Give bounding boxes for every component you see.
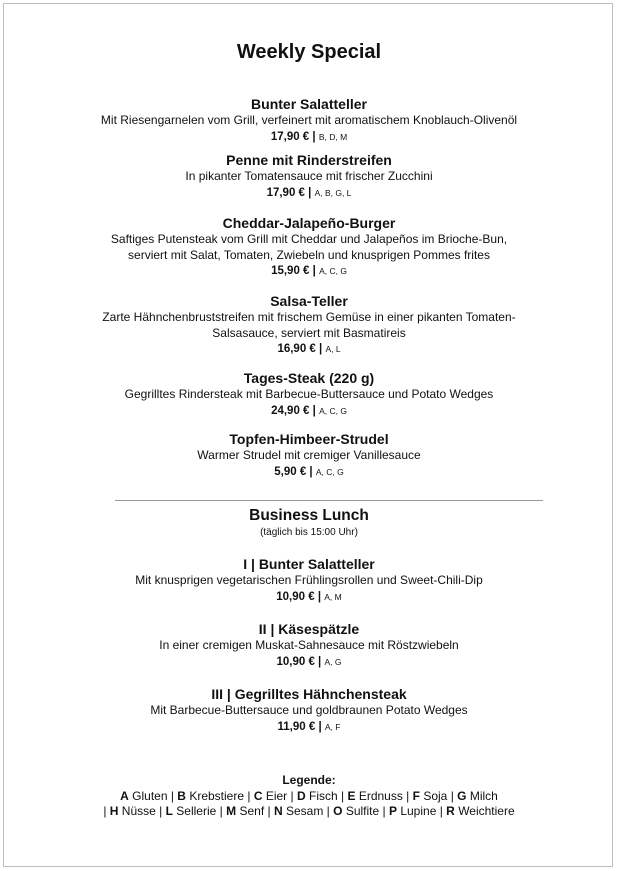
- dish-name: II | Käsespätzle: [258, 621, 360, 637]
- legend-value: Soja: [423, 788, 448, 803]
- lunch-item: [0, 620, 618, 670]
- business-lunch-title: Business Lunch: [249, 507, 369, 524]
- legend-value: Gluten: [132, 788, 168, 803]
- legend-value: Sellerie: [176, 804, 217, 818]
- dish-description: serviert mit Salat, Tomaten, Zwiebeln und knusprigen Pommes frites: [128, 247, 490, 262]
- dish-price: [0, 341, 618, 357]
- dish-name: I | Bunter Salatteller: [243, 556, 375, 572]
- dish-description: Zarte Hähnchenbruststreifen mit frischem Gemüse in einer pikanten Tomaten-: [102, 310, 516, 324]
- legend-value: Erdnuss: [358, 788, 403, 803]
- legend-value: Weichtiere: [458, 804, 515, 818]
- price-value: 17,90 € |: [270, 130, 316, 143]
- allergen-codes: A, C, G: [319, 405, 347, 416]
- legend-key: H: [109, 804, 119, 818]
- menu-item: [0, 151, 618, 201]
- legend-line: | H Nüsse | L Sellerie | M Senf | N Sesam | O Sulfite | P Lupine | R Weichtiere: [103, 804, 515, 818]
- business-lunch-subtitle: (täglich bis 15:00 Uhr): [260, 527, 358, 538]
- dish-description: Mit Riesengarnelen vom Grill, verfeinert mit aromatischem Knoblauch-Olivenöl: [100, 113, 518, 127]
- allergen-codes: B, D, M: [318, 131, 348, 142]
- dish-description: In einer cremigen Muskat-Sahnesauce mit Röstzwiebeln: [159, 638, 459, 652]
- menu-item: [0, 292, 618, 357]
- price-value: 11,90 € |: [277, 720, 322, 733]
- menu-item: [0, 369, 618, 419]
- allergen-codes: A, L: [325, 344, 341, 354]
- legend-value: Nüsse: [121, 804, 156, 818]
- dish-description: Mit Barbecue-Buttersauce und goldbraunen Potato Wedges: [150, 703, 468, 717]
- legend-key: A: [120, 788, 129, 803]
- price-value: 5,90 € |: [274, 465, 313, 478]
- section-divider: [115, 500, 543, 501]
- allergen-codes: A, C, G: [315, 466, 344, 477]
- dish-price: [0, 719, 618, 735]
- legend-value: Lupine: [400, 804, 437, 818]
- legend-value: Fisch: [308, 788, 338, 803]
- dish-price: [0, 403, 618, 419]
- dish-price: [0, 589, 618, 605]
- dish-price: [0, 263, 618, 279]
- legend-title: Legende:: [282, 773, 336, 787]
- legend-value: Senf: [239, 804, 265, 818]
- menu-item: [0, 95, 618, 145]
- price-value: 17,90 € |: [266, 186, 312, 199]
- legend-key: R: [446, 804, 455, 818]
- allergen-legend: [0, 773, 618, 820]
- dish-description: Mit knusprigen vegetarischen Frühlingsrollen und Sweet-Chili-Dip: [135, 573, 483, 587]
- legend-key: P: [388, 804, 397, 818]
- price-value: 16,90 € |: [277, 343, 323, 355]
- dish-price: [0, 129, 618, 145]
- dish-price: [0, 464, 618, 480]
- dish-name: III | Gegrilltes Hähnchensteak: [211, 686, 407, 702]
- legend-line: A Gluten | B Krebstiere | C Eier | D Fisch | E Erdnuss | F Soja | G Milch: [120, 788, 498, 803]
- dish-name: Tages-Steak (220 g): [243, 370, 375, 386]
- lunch-item: [0, 555, 618, 605]
- dish-name: Salsa-Teller: [270, 293, 348, 309]
- dish-description: Gegrilltes Rindersteak mit Barbecue-Buttersauce und Potato Wedges: [124, 387, 494, 401]
- legend-value: Eier: [265, 788, 288, 803]
- dish-description: Salsasauce, serviert mit Basmatireis: [212, 325, 406, 340]
- price-value: 24,90 € |: [271, 404, 316, 417]
- dish-price: [0, 185, 618, 201]
- legend-key: C: [253, 788, 263, 803]
- legend-key: E: [347, 788, 356, 803]
- allergen-codes: A, M: [324, 591, 342, 602]
- legend-key: O: [333, 804, 343, 818]
- legend-key: L: [165, 804, 173, 818]
- allergen-codes: A, C, G: [319, 266, 347, 276]
- menu-item: [0, 214, 618, 279]
- page-title: Weekly Special: [236, 41, 382, 63]
- price-value: 10,90 € |: [276, 655, 322, 668]
- dish-description: In pikanter Tomatensauce mit frischer Zucchini: [185, 169, 433, 183]
- menu-item: [0, 430, 618, 480]
- dish-description: Saftiges Putensteak vom Grill mit Cheddar und Jalapeños im Brioche-Bun,: [110, 232, 508, 246]
- allergen-codes: A, F: [324, 721, 341, 732]
- legend-key: M: [226, 804, 237, 818]
- lunch-item: [0, 685, 618, 735]
- price-value: 15,90 € |: [271, 265, 316, 277]
- legend-value: Krebstiere: [189, 788, 245, 803]
- dish-description: Warmer Strudel mit cremiger Vanillesauce: [197, 448, 421, 462]
- dish-name: Penne mit Rinderstreifen: [226, 152, 392, 168]
- legend-key: G: [457, 788, 467, 803]
- legend-key: F: [412, 788, 420, 803]
- allergen-codes: A, B, G, L: [314, 187, 352, 198]
- price-value: 10,90 € |: [276, 590, 322, 603]
- dish-name: Topfen-Himbeer-Strudel: [229, 431, 389, 447]
- legend-value: Sesam: [285, 804, 324, 818]
- dish-price: [0, 654, 618, 670]
- dish-name: Cheddar-Jalapeño-Burger: [222, 215, 396, 231]
- allergen-codes: A, G: [324, 656, 342, 667]
- legend-key: N: [273, 804, 283, 818]
- legend-key: D: [296, 788, 306, 803]
- legend-key: B: [177, 788, 186, 803]
- legend-value: Sulfite: [345, 804, 380, 818]
- dish-name: Bunter Salatteller: [251, 96, 367, 112]
- legend-value: Milch: [469, 788, 498, 803]
